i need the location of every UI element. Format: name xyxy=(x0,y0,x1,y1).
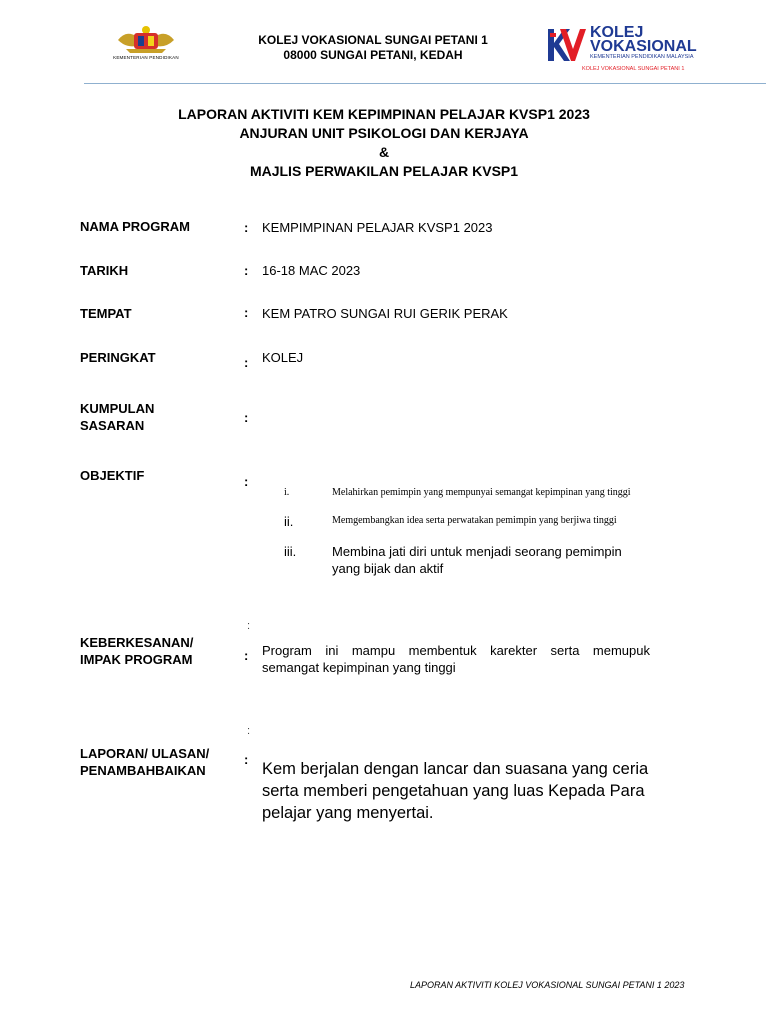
colon: : xyxy=(247,725,251,737)
colon: : xyxy=(244,648,249,663)
title-line-2: ANJURAN UNIT PSIKOLOGI DAN KERJAYA xyxy=(239,125,529,141)
logo-tagline: KOLEJ VOKASIONAL SUNGAI PETANI 1 xyxy=(582,66,685,72)
peringkat-value: KOLEJ xyxy=(262,350,304,365)
page-footer: LAPORAN AKTIVITI KOLEJ VOKASIONAL SUNGAI PETANI 1 2023 xyxy=(410,980,685,990)
laporan-label-line-1: LAPORAN/ ULASAN/ xyxy=(80,746,210,761)
kumpulan-sasaran-label-line-1: KUMPULAN xyxy=(80,401,155,416)
objektif-item-text: Melahirkan pemimpin yang mempunyai semangat kepimpinan yang tinggi xyxy=(332,487,631,498)
logo-subtitle: KEMENTERIAN PENDIDIKAN MALAYSIA xyxy=(590,54,694,60)
objektif-item-text: Membina jati diri untuk menjadi seorang pemimpin yang bijak dan aktif xyxy=(332,544,622,576)
colon: : xyxy=(244,355,249,370)
tarikh-value: 16-18 MAC 2023 xyxy=(262,263,361,278)
laporan-value: Kem berjalan dengan lancar dan suasana yang ceria serta memberi pengetahuan yang luas Kepada Para pelajar yang menyertai. xyxy=(262,760,649,822)
tempat-value: KEM PATRO SUNGAI RUI GERIK PERAK xyxy=(262,306,508,321)
colon: : xyxy=(244,220,249,235)
peringkat-label: PERINGKAT xyxy=(80,350,156,365)
keberkesanan-value: Program ini mampu membentuk karekter serta memupuk semangat kepimpinan yang tinggi xyxy=(262,643,650,675)
report-title xyxy=(80,105,688,181)
header-address xyxy=(200,33,546,63)
nama-program-label: NAMA PROGRAM xyxy=(80,219,191,234)
address-line-1: KOLEJ VOKASIONAL SUNGAI PETANI 1 xyxy=(258,33,488,47)
nama-program-value: KEMPIMPINAN PELAJAR KVSP1 2023 xyxy=(262,220,493,235)
colon: : xyxy=(244,263,249,278)
colon: : xyxy=(244,474,249,489)
objektif-item-number: ii. xyxy=(284,514,294,529)
logo-word-vokasional: VOKASIONAL xyxy=(590,38,697,55)
objektif-item xyxy=(262,515,650,541)
ministry-crest xyxy=(96,22,196,64)
objektif-item-number: i. xyxy=(284,487,290,498)
tempat-label: TEMPAT xyxy=(80,306,132,321)
objektif-item-number: iii. xyxy=(284,544,297,559)
title-line-1: LAPORAN AKTIVITI KEM KEPIMPINAN PELAJAR KVSP1 2023 xyxy=(178,106,590,122)
objektif-item-text: Memgembangkan idea serta perwatakan pemimpin yang berjiwa tinggi xyxy=(332,515,617,526)
colon: : xyxy=(247,620,251,632)
objektif-item xyxy=(262,543,650,579)
keberkesanan-label-line-1: KEBERKESANAN/ xyxy=(80,635,194,650)
title-line-3: & xyxy=(378,144,390,160)
laporan-label xyxy=(80,745,209,779)
kolej-vokasional-logo xyxy=(546,25,706,75)
colon: : xyxy=(244,410,249,425)
laporan-label-line-2: PENAMBAHBAIKAN xyxy=(80,763,206,778)
kumpulan-sasaran-label-line-2: SASARAN xyxy=(80,418,145,433)
colon: : xyxy=(244,305,249,320)
title-line-4: MAJLIS PERWAKILAN PELAJAR KVSP1 xyxy=(249,163,519,179)
header-divider xyxy=(84,83,766,84)
kumpulan-sasaran-label xyxy=(80,400,154,434)
logo-word-kolej: KOLEJ xyxy=(590,24,644,41)
kv-emblem-icon xyxy=(546,27,586,63)
keberkesanan-label xyxy=(80,634,193,668)
objektif-item xyxy=(262,487,650,513)
keberkesanan-label-line-2: IMPAK PROGRAM xyxy=(80,652,193,667)
colon: : xyxy=(244,752,249,767)
objektif-label: OBJEKTIF xyxy=(80,468,145,483)
crest-caption: KEMENTERIAN PENDIDIKAN xyxy=(113,55,179,60)
address-line-2: 08000 SUNGAI PETANI, KEDAH xyxy=(283,48,463,62)
tarikh-label: TARIKH xyxy=(80,263,129,278)
